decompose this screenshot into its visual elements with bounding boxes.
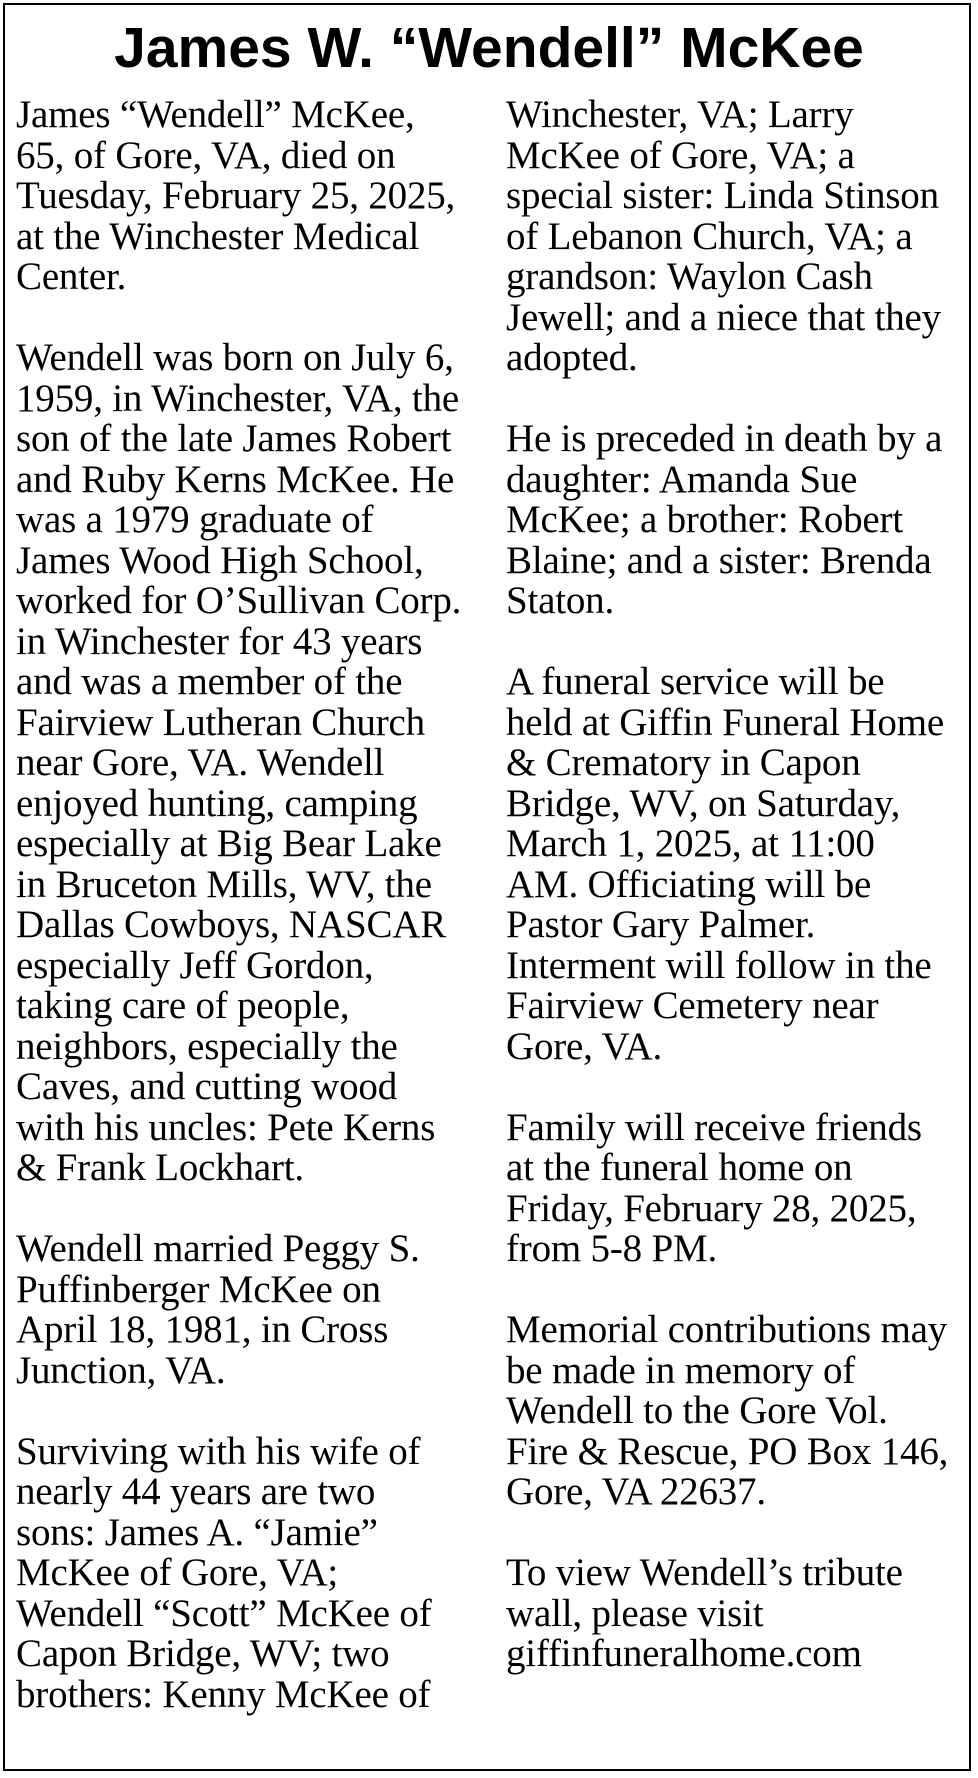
paragraph-gap — [16, 298, 486, 339]
obituary-title: James W. “Wendell” McKee — [114, 16, 864, 80]
obituary-paragraph — [506, 662, 970, 1067]
text-line: Surviving with his wife of — [16, 1429, 421, 1473]
text-line: wall, please visit — [506, 1591, 764, 1635]
text-line: be made in memory of — [506, 1348, 856, 1392]
text-line: Fire & Rescue, PO Box 146, — [506, 1429, 949, 1473]
text-line: Blaine; and a sister: Brenda — [506, 538, 932, 582]
text-line: Interment will follow in the — [506, 943, 932, 987]
text-line: Caves, and cutting wood — [16, 1065, 398, 1108]
text-line: Puffinberger McKee on — [16, 1267, 381, 1311]
text-line: at the Winchester Medical — [16, 214, 420, 258]
text-line: Junction, VA. — [16, 1348, 226, 1392]
obituary-paragraph — [506, 1553, 970, 1675]
text-line: especially at Big Bear Lake — [16, 822, 442, 865]
text-line: James Wood High School, — [16, 538, 424, 582]
obituary-left-column — [16, 95, 486, 1715]
obituary-paragraph — [506, 419, 970, 622]
text-line: Wendell married Peggy S. — [16, 1227, 420, 1270]
text-line: giffinfuneralhome.com — [506, 1632, 862, 1675]
text-line: Wendell to the Gore Vol. — [506, 1389, 888, 1432]
text-line: Wendell “Scott” McKee of — [16, 1591, 432, 1635]
text-line: was a 1979 graduate of — [16, 498, 374, 541]
text-line: Gore, VA 22637. — [506, 1470, 766, 1513]
text-line: Capon Bridge, WV; two — [16, 1632, 390, 1675]
text-line: with his uncles: Pete Kerns — [16, 1105, 436, 1149]
text-line: Center. — [16, 255, 127, 298]
text-line: A funeral service will be — [506, 660, 885, 703]
text-line: Friday, February 28, 2025, — [506, 1186, 917, 1230]
text-line: March 1, 2025, at 11:00 — [506, 822, 875, 865]
paragraph-gap — [16, 1391, 486, 1432]
obituary-paragraph — [506, 95, 970, 379]
text-line: Fairview Cemetery near — [506, 984, 879, 1027]
obituary-paragraph — [16, 1429, 486, 1716]
text-line: Jewell; and a niece that they — [506, 295, 941, 339]
text-line: Winchester, VA; Larry — [506, 93, 854, 136]
paragraph-gap — [506, 622, 970, 663]
paragraph-gap — [16, 1189, 486, 1230]
text-line: McKee of Gore, VA; a — [506, 133, 855, 177]
obituary-paragraph — [16, 95, 486, 298]
text-line: nearly 44 years are two — [16, 1470, 376, 1513]
obituary-right-column — [506, 95, 970, 1675]
text-line: He is preceded in death by a — [506, 417, 943, 460]
text-line: enjoyed hunting, camping — [16, 781, 418, 825]
text-line: McKee of Gore, VA; — [16, 1551, 339, 1594]
text-line: 1959, in Winchester, VA, the — [16, 376, 459, 420]
text-line: Gore, VA. — [506, 1024, 663, 1068]
text-line: Memorial contributions may — [506, 1308, 948, 1351]
text-line: Pastor Gary Palmer. — [506, 903, 816, 946]
text-line: and Ruby Kerns McKee. He — [16, 457, 455, 501]
text-line: AM. Officiating will be — [506, 862, 872, 906]
text-line: in Winchester for 43 years — [16, 619, 423, 663]
text-line: Tuesday, February 25, 2025, — [16, 174, 456, 217]
text-line: & Crematory in Capon — [506, 741, 861, 784]
text-line: 65, of Gore, VA, died on — [16, 133, 396, 177]
text-line: Family will receive friends — [506, 1105, 922, 1149]
paragraph-gap — [506, 1067, 970, 1108]
text-line: McKee; a brother: Robert — [506, 498, 903, 541]
text-line: Wendell was born on July 6, — [16, 336, 454, 379]
text-line: adopted. — [506, 336, 638, 379]
text-line: Staton. — [506, 579, 615, 622]
text-line: Fairview Lutheran Church — [16, 700, 425, 744]
text-line: near Gore, VA. Wendell — [16, 741, 385, 784]
text-line: Bridge, WV, on Saturday, — [506, 781, 901, 825]
text-line: Dallas Cowboys, NASCAR — [16, 903, 447, 946]
text-line: To view Wendell’s tribute — [506, 1551, 903, 1594]
obituary-paragraph — [16, 1229, 486, 1391]
text-line: in Bruceton Mills, WV, the — [16, 862, 432, 906]
paragraph-gap — [506, 1513, 970, 1554]
text-line: neighbors, especially the — [16, 1024, 398, 1068]
text-line: James “Wendell” McKee, — [16, 93, 415, 136]
text-line: special sister: Linda Stinson — [506, 174, 939, 217]
obituary-paragraph — [16, 338, 486, 1189]
obituary-paragraph — [506, 1310, 970, 1513]
text-line: worked for O’Sullivan Corp. — [16, 579, 462, 622]
text-line: sons: James A. “Jamie” — [16, 1510, 378, 1554]
paragraph-gap — [506, 379, 970, 420]
text-line: grandson: Waylon Cash — [506, 255, 873, 298]
text-line: brothers: Kenny McKee of — [16, 1672, 431, 1716]
text-line: and was a member of the — [16, 660, 403, 703]
text-line: taking care of people, — [16, 984, 350, 1027]
text-line: son of the late James Robert — [16, 417, 452, 460]
obituary-paragraph — [506, 1105, 970, 1270]
text-line: & Frank Lockhart. — [16, 1146, 304, 1189]
text-line: April 18, 1981, in Cross — [16, 1308, 389, 1351]
text-line: daughter: Amanda Sue — [506, 457, 858, 501]
text-line: from 5-8 PM. — [506, 1227, 718, 1270]
text-line: at the funeral home on — [506, 1146, 853, 1189]
text-line: of Lebanon Church, VA; a — [506, 214, 913, 258]
text-line: especially Jeff Gordon, — [16, 943, 374, 987]
paragraph-gap — [506, 1270, 970, 1311]
text-line: held at Giffin Funeral Home — [506, 700, 944, 744]
